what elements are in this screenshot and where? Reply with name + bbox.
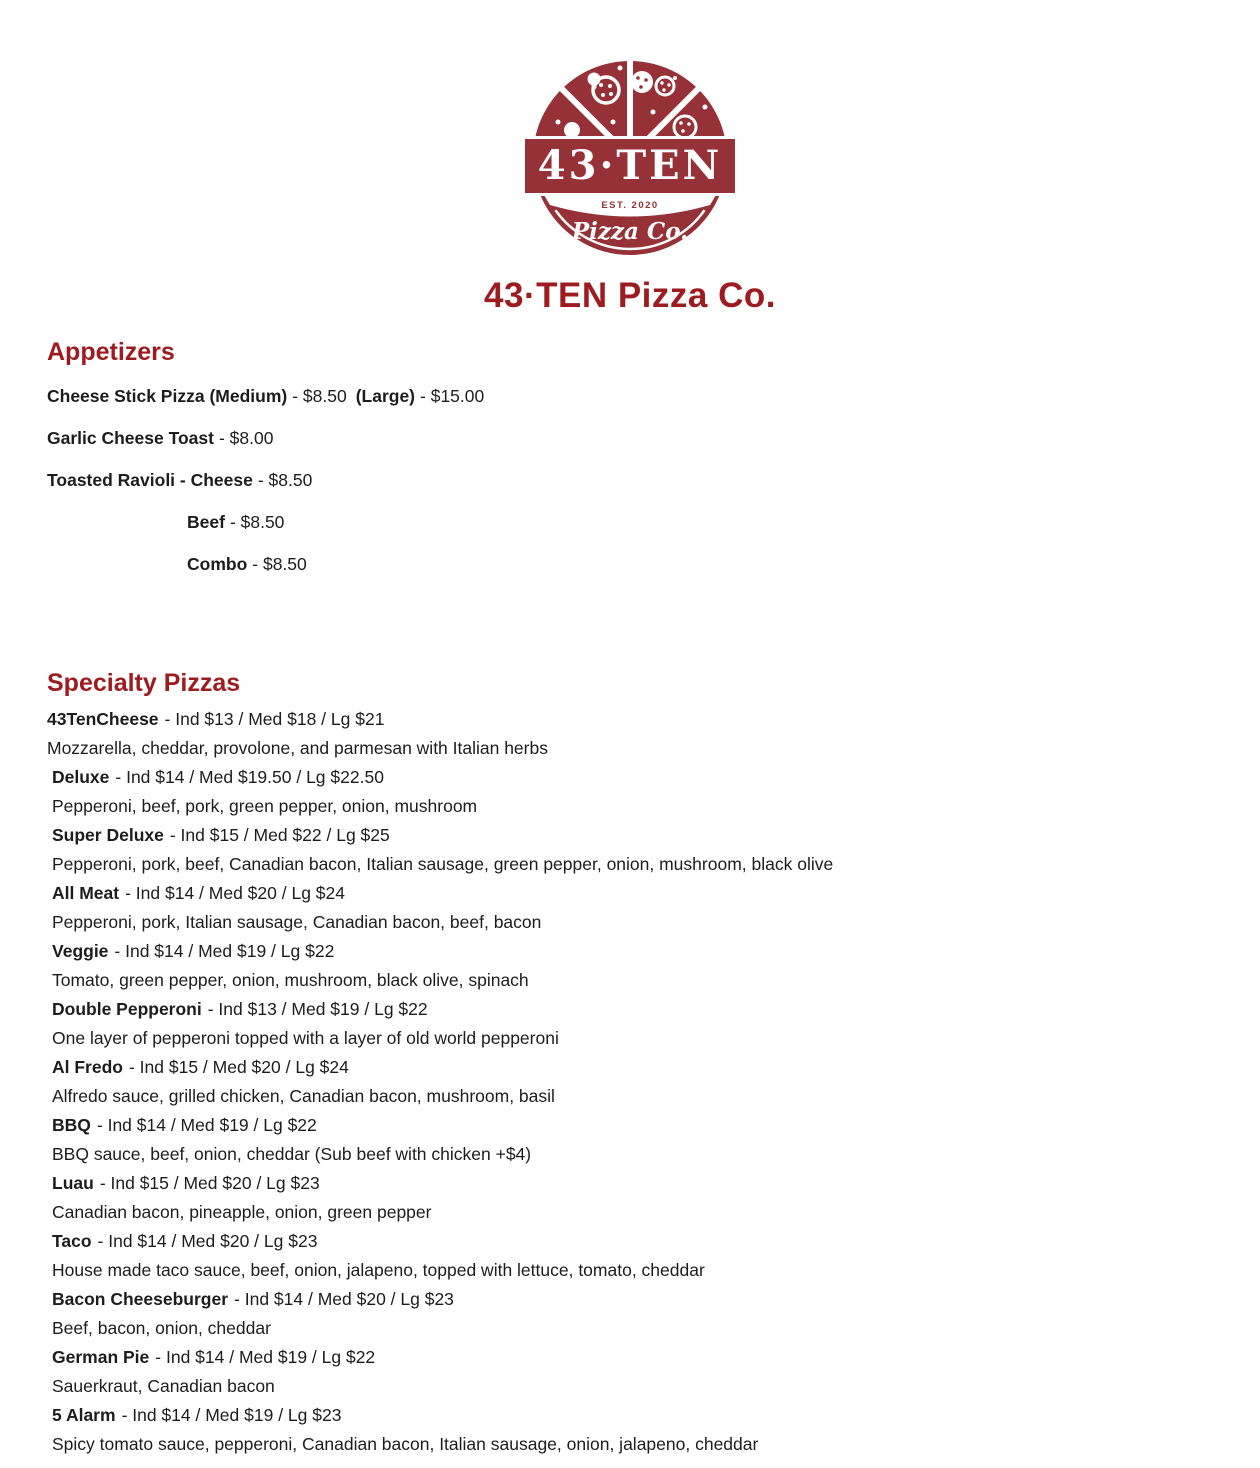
specialty-pizzas-heading: Specialty Pizzas [47, 669, 241, 697]
pizza-prices: - Ind $14 / Med $19 / Lg $22 [114, 941, 335, 961]
item-name: Toasted Ravioli - Cheese [47, 470, 253, 490]
pizza-item [47, 705, 1213, 763]
pizza-title-line [52, 763, 1213, 792]
pizza-title-line [52, 1227, 1213, 1256]
pizza-title-line [52, 1285, 1213, 1314]
pizza-item [47, 1285, 1213, 1343]
pizza-description: House made taco sauce, beef, onion, jalapeno, topped with lettuce, tomato, cheddar [52, 1260, 705, 1280]
appetizers-heading: Appetizers [47, 338, 175, 366]
pizza-prices: - Ind $14 / Med $20 / Lg $24 [125, 883, 345, 903]
pizza-description: Sauerkraut, Canadian bacon [52, 1376, 275, 1396]
pizza-description: Canadian bacon, pineapple, onion, green pepper [52, 1202, 432, 1222]
logo-banner-text: 43·TEN [537, 142, 723, 189]
item-price: - $8.50 [292, 386, 347, 406]
specialty-pizzas-section [47, 669, 1213, 1459]
pizza-title-line [52, 1111, 1213, 1140]
pizza-prices: - Ind $13 / Med $18 / Lg $21 [164, 709, 385, 729]
pizza-prices: - Ind $14 / Med $20 / Lg $23 [97, 1231, 318, 1251]
pizza-prices: - Ind $14 / Med $19 / Lg $22 [155, 1347, 376, 1367]
item-price: - $8.50 [257, 470, 313, 490]
pizza-prices: - Ind $14 / Med $19.50 / Lg $22.50 [115, 767, 384, 787]
page-title: 43·TEN Pizza Co. [484, 276, 776, 315]
item-name: Cheese Stick Pizza (Medium) [47, 386, 288, 406]
item-price: - $8.00 [218, 428, 274, 448]
pizza-description: Tomato, green pepper, onion, mushroom, black olive, spinach [52, 970, 529, 990]
appetizers-list [47, 386, 1213, 575]
pizza-prices: - Ind $14 / Med $19 / Lg $23 [121, 1405, 342, 1425]
pizza-title-line [52, 1343, 1213, 1372]
pizza-title-line [52, 1169, 1213, 1198]
item-price: - $8.50 [229, 512, 285, 532]
pizza-item [47, 879, 1213, 937]
pizza-prices: - Ind $13 / Med $19 / Lg $22 [207, 999, 428, 1019]
pizza-description: Mozzarella, cheddar, provolone, and parmesan with Italian herbs [47, 738, 548, 758]
pizza-description: Alfredo sauce, grilled chicken, Canadian bacon, mushroom, basil [52, 1086, 555, 1106]
pizza-description: Spicy tomato sauce, pepperoni, Canadian bacon, Italian sausage, onion, jalapeno, cheddar [52, 1434, 759, 1454]
pizza-name: 5 Alarm [52, 1405, 116, 1425]
pizza-name: Double Pepperoni [52, 999, 202, 1019]
item-name: Garlic Cheese Toast [47, 428, 214, 448]
pizza-name: Luau [52, 1173, 94, 1193]
pizza-description: BBQ sauce, beef, onion, cheddar (Sub beef with chicken +$4) [52, 1144, 532, 1164]
pizza-item [47, 1401, 1213, 1459]
pizza-item [47, 1111, 1213, 1169]
pizza-item [47, 1343, 1213, 1401]
pizza-name: Deluxe [52, 767, 110, 787]
pizza-description: Beef, bacon, onion, cheddar [52, 1318, 271, 1338]
pizza-name: Al Fredo [52, 1057, 123, 1077]
menu-item [47, 386, 1213, 407]
pizza-name: Veggie [52, 941, 109, 961]
pizza-item [47, 937, 1213, 995]
pizza-description: Pepperoni, beef, pork, green pepper, onion, mushroom [52, 796, 478, 816]
pizza-name: German Pie [52, 1347, 150, 1367]
pizza-description: Pepperoni, pork, Italian sausage, Canadian bacon, beef, bacon [52, 912, 542, 932]
menu-item [187, 554, 1213, 575]
appetizers-section [47, 338, 1213, 575]
logo-script-text: Pizza Co. [571, 218, 689, 245]
logo-est-text: Est. 2020 [601, 200, 659, 211]
pizza-item [47, 763, 1213, 821]
pizza-name: Super Deluxe [52, 825, 164, 845]
pizza-item [47, 1053, 1213, 1111]
pizza-prices: - Ind $15 / Med $20 / Lg $24 [128, 1057, 349, 1077]
item-size-name: (Large) [355, 386, 416, 406]
menu-item [187, 512, 1213, 533]
pizza-name: BBQ [52, 1115, 91, 1135]
pizza-name: Bacon Cheeseburger [52, 1289, 229, 1309]
pizza-title-line [52, 995, 1213, 1024]
pizza-item [47, 1227, 1213, 1285]
pizza-name: All Meat [52, 883, 120, 903]
pizza-item [47, 1169, 1213, 1227]
pizza-title-line [52, 821, 1213, 850]
item-name: Beef [187, 512, 225, 532]
pizza-name: Taco [52, 1231, 92, 1251]
pizza-title-line [52, 1053, 1213, 1082]
pizza-title-line [52, 1401, 1213, 1430]
pizza-prices: - Ind $15 / Med $20 / Lg $23 [99, 1173, 320, 1193]
pizza-item [47, 821, 1213, 879]
item-size-price: - $15.00 [420, 386, 485, 406]
pizza-item [47, 995, 1213, 1053]
pizza-logo-icon [520, 52, 740, 260]
pizza-prices: - Ind $14 / Med $20 / Lg $23 [234, 1289, 454, 1309]
pizza-title-line [52, 879, 1213, 908]
specialty-pizzas-list [47, 705, 1213, 1459]
pizza-title-line [47, 705, 1213, 734]
pizza-description: One layer of pepperoni topped with a layer of old world pepperoni [52, 1028, 559, 1048]
menu-item [47, 428, 1213, 449]
restaurant-logo [47, 0, 1213, 260]
item-name: Combo [187, 554, 248, 574]
pizza-name: 43TenCheese [47, 709, 159, 729]
pizza-prices: - Ind $14 / Med $19 / Lg $22 [96, 1115, 317, 1135]
menu-item [47, 470, 1213, 491]
pizza-title-line [52, 937, 1213, 966]
pizza-description: Pepperoni, pork, beef, Canadian bacon, Italian sausage, green pepper, onion, mushroom, black olive [52, 854, 834, 874]
item-price: - $8.50 [252, 554, 307, 574]
pizza-prices: - Ind $15 / Med $22 / Lg $25 [169, 825, 390, 845]
